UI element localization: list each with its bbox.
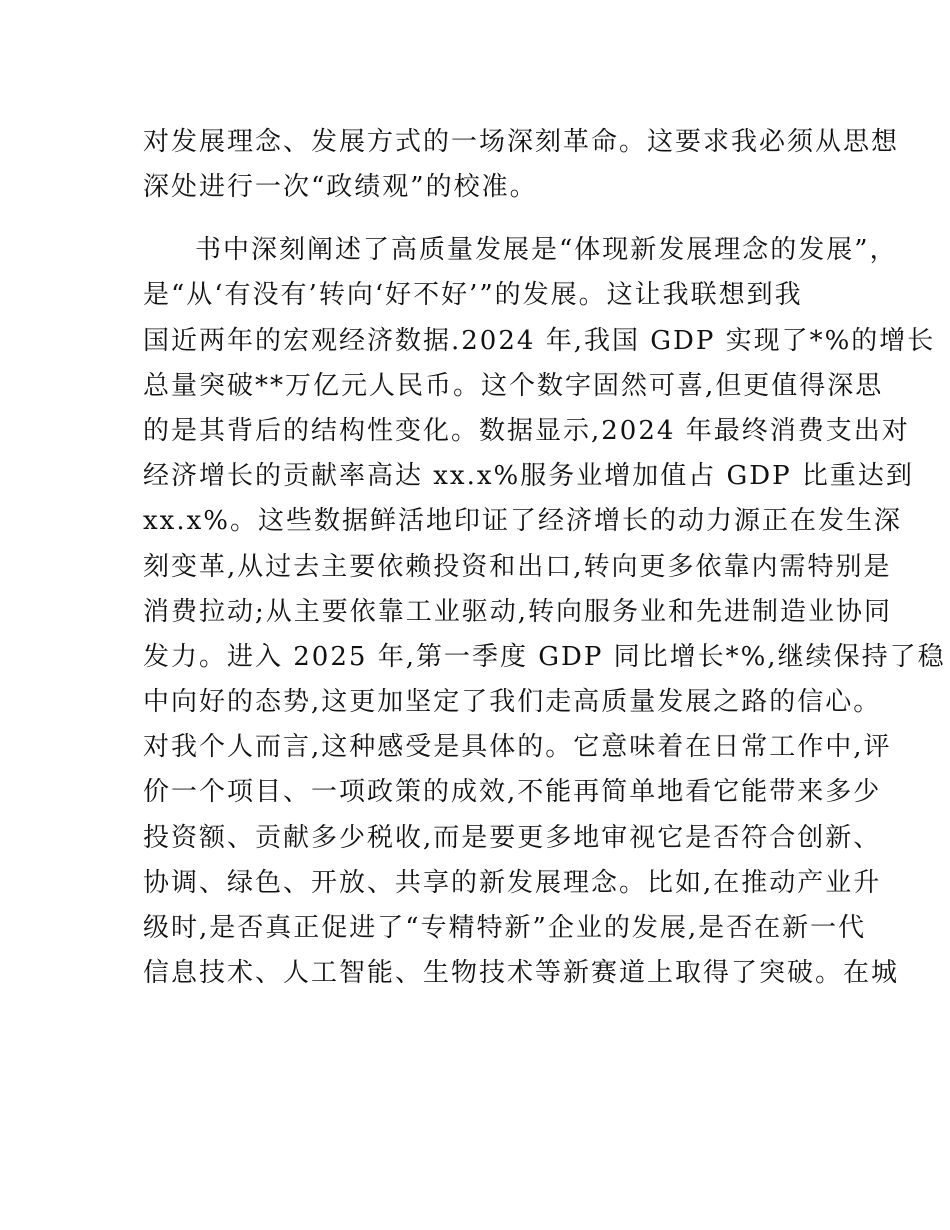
text-line: 的是其背后的结构性变化。数据显示,2024 年最终消费支出对 <box>143 415 910 446</box>
text-line: 信息技术、人工智能、生物技术等新赛道上取得了突破。在城 <box>143 958 900 989</box>
document-body <box>143 122 946 998</box>
text-line: xx.x%。这些数据鲜活地印证了经济增长的动力源正在发生深 <box>143 506 902 537</box>
text-line: 刻变革,从过去主要依赖投资和出口,转向更多依靠内需特别是 <box>143 551 892 582</box>
text-line: 价一个项目、一项政策的成效,不能再简单地看它能带来多少 <box>143 777 882 808</box>
text-line: 书中深刻阐述了高质量发展是“体现新发展理念的发展”， <box>195 235 898 266</box>
text-line: 经济增长的贡献率高达 xx.x%服务业增加值占 GDP 比重达到 <box>143 461 914 492</box>
text-line: 对我个人而言,这种感受是具体的。它意味着在日常工作中,评 <box>143 732 892 763</box>
text-line: 消费拉动;从主要依靠工业驱动,转向服务业和先进制造业协同 <box>143 596 893 627</box>
text-line: 投资额、贡献多少税收,而是要更多地审视它是否符合创新、 <box>143 822 882 853</box>
text-line: 级时,是否真正促进了“专精特新”企业的发展,是否在新一代 <box>143 913 867 943</box>
text-line: 国近两年的宏观经济数据.2024 年,我国 GDP 实现了*%的增长 <box>143 325 936 356</box>
text-line: 中向好的态势,这更加坚定了我们走高质量发展之路的信心。 <box>143 687 882 718</box>
text-line: 协调、绿色、开放、共享的新发展理念。比如,在推动产业升 <box>143 867 882 898</box>
text-line: 对发展理念、发展方式的一场深刻革命。这要求我必须从思想 <box>143 127 900 157</box>
text-line: 发力。进入 2025 年,第一季度 GDP 同比增长*%,继续保持了稳 <box>143 641 946 672</box>
text-line: 深处进行一次“政绩观”的校准。 <box>143 172 538 203</box>
text-line: 是“从‘有没有’转向‘好不好’”的发展。这让我联想到我 <box>143 280 803 311</box>
text-line: 总量突破**万亿元人民币。这个数字固然可喜,但更值得深思 <box>143 370 884 401</box>
